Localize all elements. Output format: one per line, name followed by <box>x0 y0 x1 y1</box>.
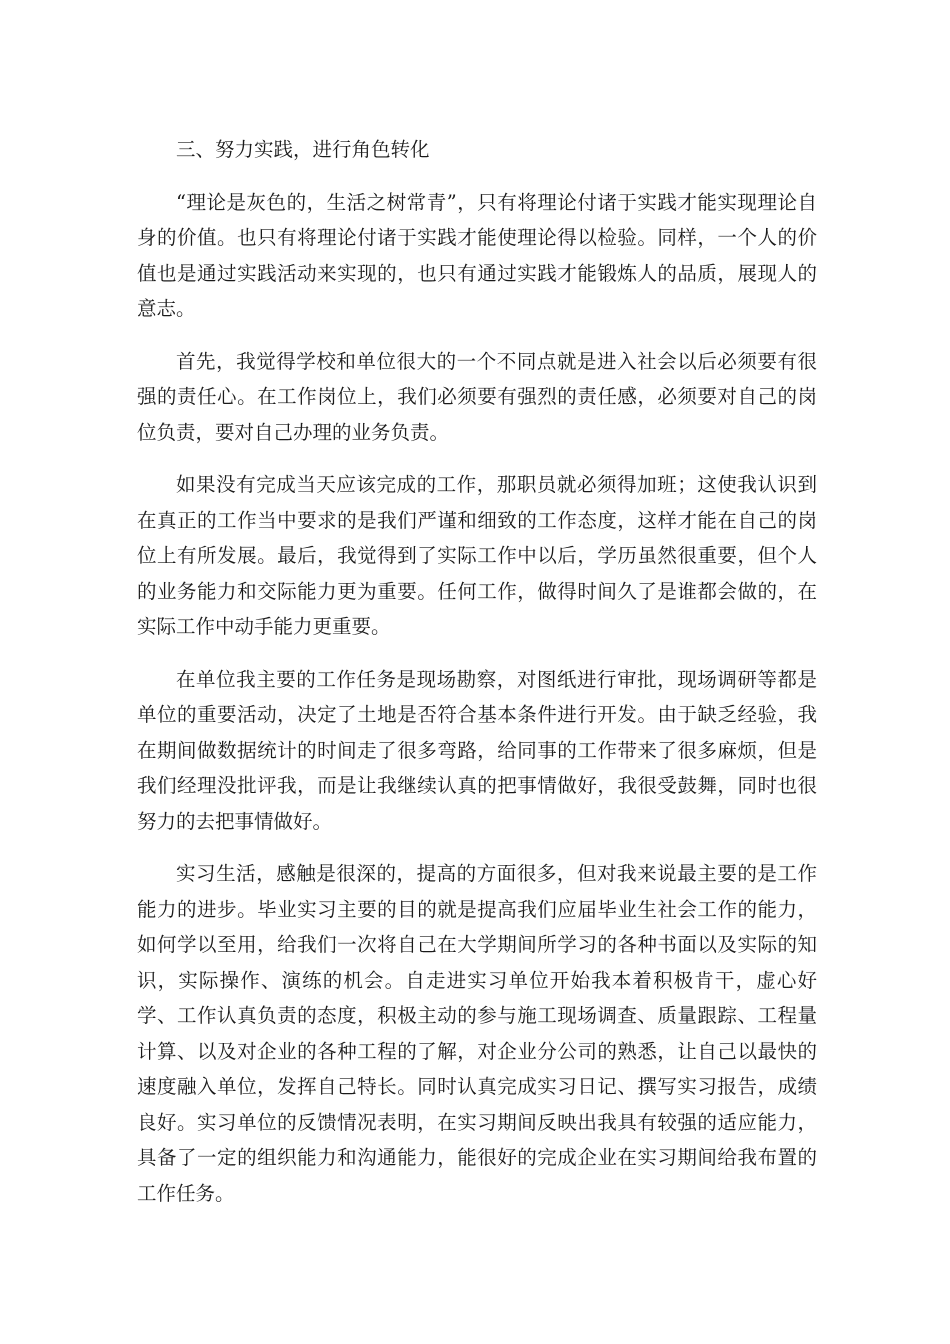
document-body <box>137 132 817 1228</box>
paragraph-4: 在单位我主要的工作任务是现场勘察，对图纸进行审批，现场调研等都是单位的重要活动，决定了土地是否符合基本条件进行开发。由于缺乏经验，我在期间做数据统计的时间走了很多弯路，给同事的工作带来了很多麻烦，但是我们经理没批评我，而是让我继续认真的把事情做好，我很受鼓舞，同时也很努力的去把事情做好。 <box>137 667 817 833</box>
paragraph-5: 实习生活，感触是很深的，提高的方面很多，但对我来说最主要的是工作能力的进步。毕业实习主要的目的就是提高我们应届毕业生社会工作的能力，如何学以至用，给我们一次将自己在大学期间所学习的各种书面以及实际的知识，实际操作、演练的机会。自走进实习单位开始我本着积极肯干，虚心好学、工作认真负责的态度，积极主动的参与施工现场调查、质量跟踪、工程量计算、以及对企业的各种工程的了解，对企业分公司的熟悉，让自己以最快的速度融入单位，发挥自己特长。同时认真完成实习日记、撰写实习报告，成绩良好。实习单位的反馈情况表明，在实习期间反映出我具有较强的适应能力，具备了一定的组织能力和沟通能力，能很好的完成企业在实习期间给我布置的工作任务。 <box>137 862 817 1205</box>
section-heading: 三、努力实践，进行角色转化 <box>176 138 430 161</box>
paragraph-2: 首先，我觉得学校和单位很大的一个不同点就是进入社会以后必须要有很强的责任心。在工作岗位上，我们必须要有强烈的责任感，必须要对自己的岗位负责，要对自己办理的业务负责。 <box>137 349 817 444</box>
paragraph-3: 如果没有完成当天应该完成的工作，那职员就必须得加班；这使我认识到在真正的工作当中要求的是我们严谨和细致的工作态度，这样才能在自己的岗位上有所发展。最后，我觉得到了实际工作中以后，学历虽然很重要，但个人的业务能力和交际能力更为重要。任何工作，做得时间久了是谁都会做的，在实际工作中动手能力更重要。 <box>137 473 817 638</box>
paragraph-1: “理论是灰色的，生活之树常青”，只有将理论付诸于实践才能实现理论自身的价值。也只有将理论付诸于实践才能使理论得以检验。同样，一个人的价值也是通过实践活动来实现的，也只有通过实践才能锻炼人的品质，展现人的意志。 <box>137 190 817 320</box>
